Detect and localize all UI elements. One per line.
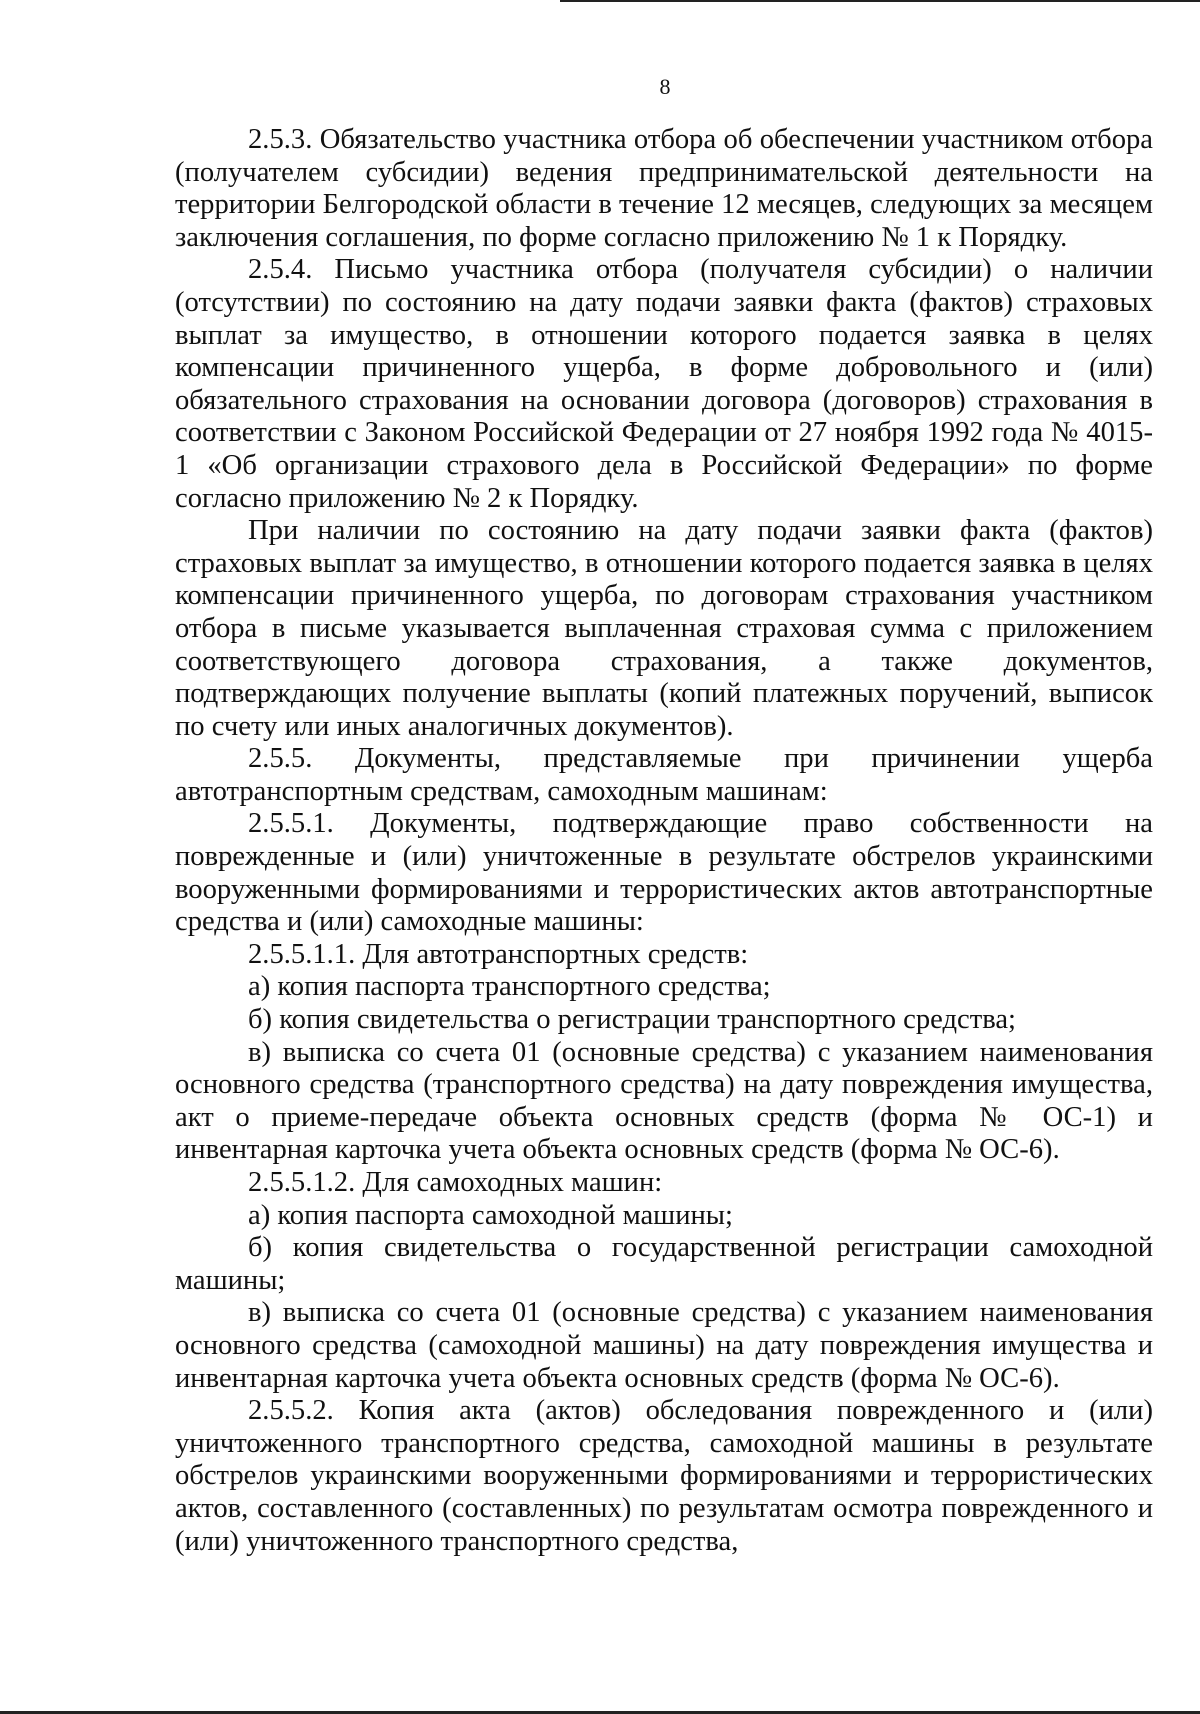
- paragraph-2-5-5-1-2: 2.5.5.1.2. Для самоходных машин:: [248, 1167, 663, 1198]
- paragraph-2-5-5-1-1: 2.5.5.1.1. Для автотранспортных средств:: [248, 938, 749, 970]
- paragraph-2-5-3: 2.5.3. Обязательство участника отбора об обеспечении участником отбора (получателем субсидии) ведения предпринимательской деятельности на территории Белгородской области в течение 12 месяцев, следующих за месяцем заключения соглашения, по форме согласно приложению № 1 к Порядку.: [175, 124, 1153, 253]
- paragraph-2-5-5-2: 2.5.5.2. Копия акта (актов) обследования поврежденного и (или) уничтоженного транспортного средства, самоходной машины в результате обстрелов украинскими вооруженными формированиями и террористических актов, составленного (составленных) по результатам осмотра поврежденного и (или) уничтоженного транспортного средства,: [175, 1395, 1153, 1557]
- list-item-vehicle-c: в) выписка со счета 01 (основные средства) с указанием наименования основного средства (транспортного средства) на дату повреждения имущества, акт о приеме-передаче объекта основных средств (форма № ОС-1) и инвентарная карточка учета объекта основных средств (форма № ОС-6).: [175, 1036, 1153, 1166]
- scan-edge-top: [560, 0, 1200, 2]
- document-body: [175, 124, 1153, 1558]
- list-item-machine-c: в) выписка со счета 01 (основные средства) с указанием наименования основного средства (самоходной машины) на дату повреждения имущества и инвентарная карточка учета объекта основных средств (форма № ОС-6).: [175, 1297, 1153, 1394]
- paragraph-2-5-4: 2.5.4. Письмо участника отбора (получателя субсидии) о наличии (отсутствии) по состоянию на дату подачи заявки факта (фактов) страховых выплат за имущество, в отношении которого подается заявка в целях компенсации причиненного ущерба, в форме добровольного и (или) обязательного страхования на основании договора (договоров) страхования в соответствии с Законом Российской Федерации от 27 ноября 1992 года № 4015-1 «Об организации страхового дела в Российской Федерации» по форме согласно приложению № 2 к Порядку.: [175, 254, 1153, 514]
- paragraph-insurance-payments: При наличии по состоянию на дату подачи заявки факта (фактов) страховых выплат за имущество, в отношении которого подается заявка в целях компенсации причиненного ущерба, по договорам страхования участником отбора в письме указывается выплаченная страховая сумма с приложением соответствующего договора страхования, а также документов, подтверждающих получение выплаты (копий платежных поручений, выписок по счету или иных аналогичных документов).: [175, 515, 1153, 742]
- list-item-vehicle-b: б) копия свидетельства о регистрации транспортного средства;: [248, 1004, 1016, 1036]
- paragraph-2-5-5-1: 2.5.5.1. Документы, подтверждающие право собственности на поврежденные и (или) уничтоженные в результате обстрелов украинскими вооруженными формированиями и террористических актов автотранспортные средства и (или) самоходные машины:: [175, 808, 1153, 938]
- page-number: 8: [659, 74, 671, 99]
- list-item-machine-b: б) копия свидетельства о государственной регистрации самоходной машины;: [175, 1232, 1153, 1296]
- list-item-vehicle-a: а) копия паспорта транспортного средства;: [248, 971, 771, 1003]
- paragraph-2-5-5: 2.5.5. Документы, представляемые при причинении ущерба автотранспортным средствам, самоходным машинам:: [175, 743, 1153, 807]
- list-item-machine-a: а) копия паспорта самоходной машины;: [248, 1199, 733, 1231]
